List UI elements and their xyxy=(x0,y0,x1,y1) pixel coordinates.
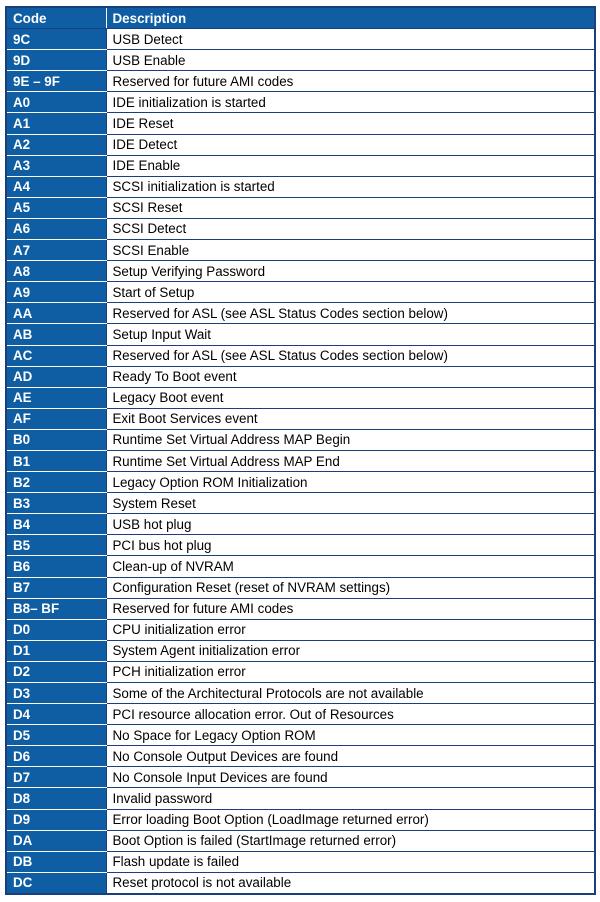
post-code-table xyxy=(5,6,596,895)
code-cell: B7 xyxy=(6,577,106,598)
table-row xyxy=(6,556,595,577)
table-row xyxy=(6,683,595,704)
description-cell: Reserved for ASL (see ASL Status Codes section below) xyxy=(106,303,595,324)
code-cell: D8 xyxy=(6,788,106,809)
table-row xyxy=(6,113,595,134)
code-cell: 9C xyxy=(6,29,106,50)
table-row xyxy=(6,830,595,851)
description-cell: Configuration Reset (reset of NVRAM settings) xyxy=(106,577,595,598)
description-cell: Runtime Set Virtual Address MAP Begin xyxy=(106,429,595,450)
table-row xyxy=(6,767,595,788)
code-cell: D6 xyxy=(6,746,106,767)
description-cell: Exit Boot Services event xyxy=(106,408,595,429)
table-row xyxy=(6,366,595,387)
description-column-header: Description xyxy=(106,7,595,29)
code-cell: AF xyxy=(6,408,106,429)
code-cell: D0 xyxy=(6,619,106,640)
description-cell: System Agent initialization error xyxy=(106,640,595,661)
code-cell: D5 xyxy=(6,725,106,746)
description-cell: Clean-up of NVRAM xyxy=(106,556,595,577)
table-row xyxy=(6,282,595,303)
table-header-row xyxy=(6,7,595,29)
description-cell: Setup Verifying Password xyxy=(106,261,595,282)
table-row xyxy=(6,450,595,471)
description-cell: SCSI Reset xyxy=(106,197,595,218)
table-row xyxy=(6,577,595,598)
code-cell: 9D xyxy=(6,50,106,71)
table-row xyxy=(6,29,595,50)
description-cell: Legacy Boot event xyxy=(106,387,595,408)
description-cell: Reset protocol is not available xyxy=(106,872,595,894)
code-cell: A6 xyxy=(6,218,106,239)
description-cell: No Console Input Devices are found xyxy=(106,767,595,788)
description-cell: Invalid password xyxy=(106,788,595,809)
code-cell: DB xyxy=(6,851,106,872)
code-cell: A3 xyxy=(6,155,106,176)
code-cell: B2 xyxy=(6,472,106,493)
description-cell: PCI bus hot plug xyxy=(106,535,595,556)
description-cell: No Space for Legacy Option ROM xyxy=(106,725,595,746)
table-row xyxy=(6,661,595,682)
description-cell: PCI resource allocation error. Out of Resources xyxy=(106,704,595,725)
table-row xyxy=(6,851,595,872)
code-cell: B6 xyxy=(6,556,106,577)
table-row xyxy=(6,640,595,661)
code-cell: D2 xyxy=(6,661,106,682)
description-cell: Setup Input Wait xyxy=(106,324,595,345)
code-cell: B8– BF xyxy=(6,598,106,619)
table-row xyxy=(6,493,595,514)
table-row xyxy=(6,809,595,830)
table-row xyxy=(6,218,595,239)
table-row xyxy=(6,197,595,218)
code-cell: A2 xyxy=(6,134,106,155)
description-cell: Ready To Boot event xyxy=(106,366,595,387)
code-cell: A4 xyxy=(6,176,106,197)
code-cell: B0 xyxy=(6,429,106,450)
code-cell: B1 xyxy=(6,450,106,471)
table-row xyxy=(6,535,595,556)
description-cell: Reserved for ASL (see ASL Status Codes section below) xyxy=(106,345,595,366)
table-row xyxy=(6,240,595,261)
table-row xyxy=(6,155,595,176)
description-cell: Start of Setup xyxy=(106,282,595,303)
code-cell: D9 xyxy=(6,809,106,830)
table-row xyxy=(6,429,595,450)
code-cell: DA xyxy=(6,830,106,851)
code-cell: A8 xyxy=(6,261,106,282)
description-cell: CPU initialization error xyxy=(106,619,595,640)
description-cell: USB Detect xyxy=(106,29,595,50)
code-cell: AB xyxy=(6,324,106,345)
description-cell: Error loading Boot Option (LoadImage returned error) xyxy=(106,809,595,830)
description-cell: Reserved for future AMI codes xyxy=(106,598,595,619)
table-row xyxy=(6,92,595,113)
table-row xyxy=(6,134,595,155)
table-row xyxy=(6,176,595,197)
table-row xyxy=(6,746,595,767)
description-cell: IDE Detect xyxy=(106,134,595,155)
table-row xyxy=(6,324,595,345)
description-cell: USB Enable xyxy=(106,50,595,71)
code-cell: A5 xyxy=(6,197,106,218)
code-cell: AD xyxy=(6,366,106,387)
code-cell: A9 xyxy=(6,282,106,303)
code-cell: DC xyxy=(6,872,106,894)
table-row xyxy=(6,472,595,493)
table-row xyxy=(6,872,595,894)
description-cell: USB hot plug xyxy=(106,514,595,535)
table-row xyxy=(6,704,595,725)
code-column-header: Code xyxy=(6,7,106,29)
table-row xyxy=(6,514,595,535)
code-cell: 9E – 9F xyxy=(6,71,106,92)
table-row xyxy=(6,725,595,746)
description-cell: IDE initialization is started xyxy=(106,92,595,113)
description-cell: SCSI Enable xyxy=(106,240,595,261)
code-cell: B3 xyxy=(6,493,106,514)
description-cell: System Reset xyxy=(106,493,595,514)
code-cell: D3 xyxy=(6,683,106,704)
description-cell: Some of the Architectural Protocols are not available xyxy=(106,683,595,704)
table-row xyxy=(6,303,595,324)
code-cell: AE xyxy=(6,387,106,408)
table-body xyxy=(6,29,595,894)
table-row xyxy=(6,788,595,809)
code-cell: D4 xyxy=(6,704,106,725)
description-cell: Reserved for future AMI codes xyxy=(106,71,595,92)
description-cell: Legacy Option ROM Initialization xyxy=(106,472,595,493)
code-cell: AC xyxy=(6,345,106,366)
code-cell: B5 xyxy=(6,535,106,556)
table-row xyxy=(6,345,595,366)
table-row xyxy=(6,408,595,429)
code-cell: A1 xyxy=(6,113,106,134)
description-cell: SCSI initialization is started xyxy=(106,176,595,197)
description-cell: PCH initialization error xyxy=(106,661,595,682)
code-cell: A0 xyxy=(6,92,106,113)
table-row xyxy=(6,261,595,282)
code-cell: D7 xyxy=(6,767,106,788)
description-cell: IDE Reset xyxy=(106,113,595,134)
description-cell: IDE Enable xyxy=(106,155,595,176)
code-cell: A7 xyxy=(6,240,106,261)
code-cell: B4 xyxy=(6,514,106,535)
post-code-table-container xyxy=(5,6,594,895)
table-row xyxy=(6,598,595,619)
table-row xyxy=(6,71,595,92)
description-cell: Runtime Set Virtual Address MAP End xyxy=(106,450,595,471)
description-cell: Flash update is failed xyxy=(106,851,595,872)
description-cell: No Console Output Devices are found xyxy=(106,746,595,767)
description-cell: SCSI Detect xyxy=(106,218,595,239)
table-row xyxy=(6,619,595,640)
code-cell: D1 xyxy=(6,640,106,661)
table-row xyxy=(6,50,595,71)
code-cell: AA xyxy=(6,303,106,324)
table-row xyxy=(6,387,595,408)
description-cell: Boot Option is failed (StartImage returned error) xyxy=(106,830,595,851)
